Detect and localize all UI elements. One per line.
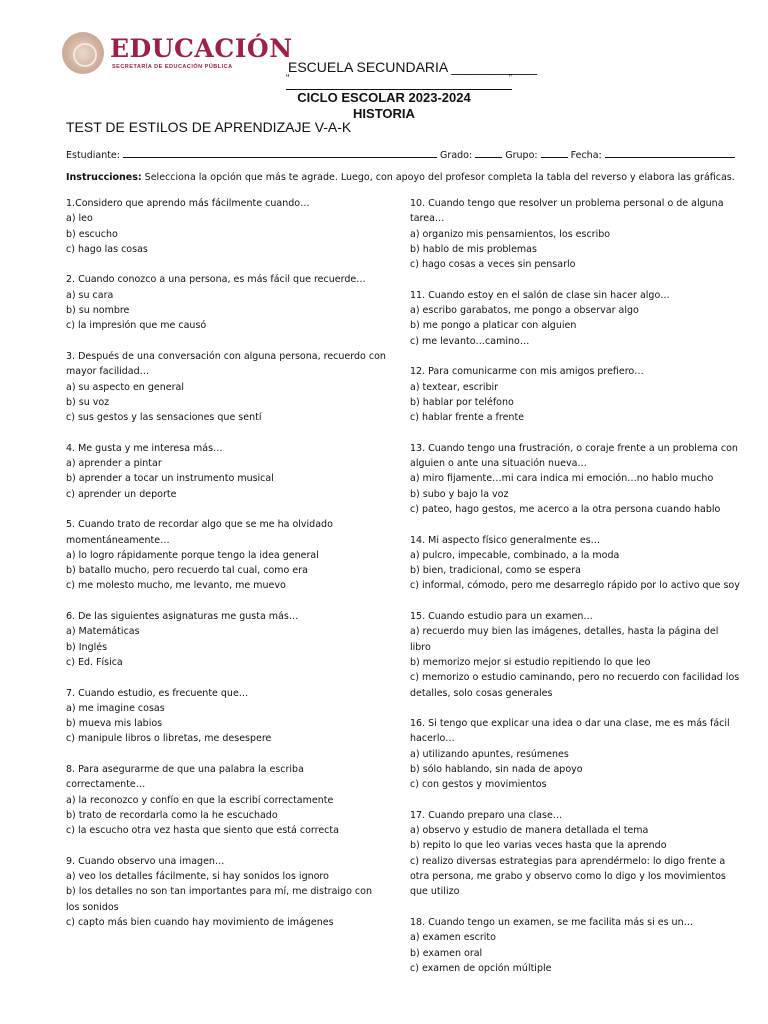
question-text: 1.Considero que aprendo más fácilmente cuando…	[66, 198, 310, 209]
answer-option[interactable]: c) pateo, hago gestos, me acerco a la otra persona cuando hablo	[410, 503, 721, 515]
group-field[interactable]	[541, 148, 568, 158]
answer-option[interactable]: b) me pongo a platicar con alguien	[410, 320, 577, 332]
answer-option[interactable]: c) me molesto mucho, me levanto, me muevo	[66, 580, 286, 592]
group-label: Grupo:	[505, 150, 538, 161]
date-field[interactable]	[605, 148, 735, 158]
question-block	[410, 915, 740, 976]
question-text: 15. Cuando estudio para un examen…	[410, 611, 593, 623]
answer-option[interactable]: b) su voz	[66, 396, 110, 408]
school-cycle: CICLO ESCOLAR 2023-2024	[297, 90, 471, 105]
questions-left-column	[66, 196, 386, 946]
answer-option[interactable]: b) repito lo que leo varias veces hasta que la aprendo	[410, 840, 667, 852]
question-text: 17. Cuando preparo una clase…	[410, 809, 563, 821]
answer-option[interactable]: c) hablar frente a frente	[410, 412, 525, 424]
answer-option[interactable]: c) informal, cómodo, pero me desarreglo rápido por lo activo que soy	[410, 580, 740, 592]
question-block	[410, 364, 740, 425]
answer-option[interactable]: c) la impresión que me causó	[66, 320, 207, 332]
question-block	[66, 686, 386, 747]
answer-option[interactable]: c) memorizo o estudio caminando, pero no recuerdo con facilidad los detalles, solo cosas generales	[410, 672, 740, 699]
question-block	[66, 517, 386, 593]
answer-option[interactable]: b) sólo hablando, sin nada de apoyo	[410, 763, 583, 775]
answer-option[interactable]: b) memorizo mejor si estudio repitiendo lo que leo	[410, 656, 651, 668]
student-name-field[interactable]	[123, 148, 437, 158]
question-block	[66, 272, 386, 333]
answer-option[interactable]: c) la escucho otra vez hasta que siento que está correcta	[66, 825, 339, 837]
answer-option[interactable]: b) los detalles no son tan importantes para mí, me distraigo con los sonidos	[66, 886, 372, 913]
answer-option[interactable]: b) batallo mucho, pero recuerdo tal cual, como era	[66, 565, 308, 577]
question-text: 12. Para comunicarme con mis amigos prefiero…	[410, 366, 644, 378]
answer-option[interactable]: b) hablo de mis problemas	[410, 243, 537, 255]
answer-option[interactable]: a) textear, escribir	[410, 381, 499, 393]
answer-option[interactable]: c) me levanto…camino…	[410, 335, 530, 347]
student-label: Estudiante:	[66, 150, 120, 161]
answer-option[interactable]: a) Matemáticas	[66, 626, 140, 638]
answer-option[interactable]: a) me imagine cosas	[66, 702, 165, 714]
question-text: 16. Si tengo que explicar una idea o dar una clase, me es más fácil hacerlo…	[410, 718, 730, 745]
answer-option[interactable]: c) manipule libros o libretas, me desespere	[66, 733, 272, 745]
school-name: ESCUELA SECUNDARIA ___________	[288, 59, 538, 75]
question-block	[410, 288, 740, 349]
question-text: 6. De las siguientes asignaturas me gusta más…	[66, 611, 299, 623]
question-text: 3. Después de una conversación con alguna persona, recuerdo con mayor facilidad…	[66, 350, 386, 378]
answer-option[interactable]: b) su nombre	[66, 305, 130, 317]
answer-option[interactable]: c) examen de opción múltiple	[410, 962, 552, 974]
answer-option[interactable]: b) subo y bajo la voz	[410, 488, 509, 500]
student-info-line	[66, 148, 746, 161]
question-block	[410, 808, 740, 900]
question-text: 2. Cuando conozco a una persona, es más fácil que recuerde…	[66, 274, 366, 286]
question-block	[66, 854, 386, 930]
answer-option[interactable]: a) la reconozco y confío en que la escribí correctamente	[66, 794, 334, 806]
instructions-text: Selecciona la opción que más te agrade. Luego, con apoyo del profesor completa la tabla del reverso y elabora las gráficas.	[141, 172, 735, 183]
question-block	[66, 762, 386, 838]
school-name-line	[286, 73, 512, 90]
answer-option[interactable]: a) su aspecto en general	[66, 381, 184, 393]
answer-option[interactable]: c) Ed. Física	[66, 656, 123, 668]
instructions-label: Instrucciones:	[66, 172, 142, 183]
question-text: 10. Cuando tengo que resolver un problema personal o de alguna tarea…	[410, 198, 724, 225]
national-seal-icon	[62, 32, 104, 74]
question-block	[66, 609, 386, 670]
question-text: 11. Cuando estoy en el salón de clase sin hacer algo…	[410, 289, 670, 301]
answer-option[interactable]: a) lo logro rápidamente porque tengo la idea general	[66, 549, 319, 561]
question-text: 14. Mi aspecto físico generalmente es…	[410, 534, 601, 546]
question-text: 8. Para asegurarme de que una palabra la escriba correctamente…	[66, 763, 304, 791]
quote-open: “	[286, 73, 290, 84]
answer-option[interactable]: a) pulcro, impecable, combinado, a la moda	[410, 549, 620, 561]
question-text: 9. Cuando observo una imagen…	[66, 855, 225, 867]
answer-option[interactable]: b) escucho	[66, 228, 118, 240]
question-block	[66, 441, 386, 502]
answer-option[interactable]: b) Inglés	[66, 641, 108, 653]
answer-option[interactable]: a) examen escrito	[410, 932, 496, 944]
question-block	[410, 196, 740, 272]
question-text: 13. Cuando tengo una frustración, o coraje frente a un problema con alguien o ante una situación nueva…	[410, 442, 738, 470]
answer-option[interactable]: a) organizo mis pensamientos, los escribo	[410, 228, 611, 240]
answer-option[interactable]: c) sus gestos y las sensaciones que sentí	[66, 412, 262, 424]
question-text: 7. Cuando estudio, es frecuente que…	[66, 687, 249, 699]
question-block	[410, 441, 740, 517]
question-text: 18. Cuando tengo un examen, se me facilita más si es un…	[410, 916, 694, 928]
answer-option[interactable]: a) su cara	[66, 289, 114, 301]
quote-close: ”	[508, 73, 512, 84]
grade-label: Grado:	[440, 150, 473, 161]
question-block	[410, 609, 740, 701]
question-block	[410, 533, 740, 594]
question-text: 5. Cuando trato de recordar algo que se me ha olvidado momentáneamente…	[66, 519, 333, 546]
answer-option[interactable]: a) utilizando apuntes, resúmenes	[410, 748, 569, 760]
answer-option[interactable]: c) hago cosas a veces sin pensarlo	[410, 259, 576, 271]
answer-option[interactable]: c) hago las cosas	[66, 243, 148, 255]
answer-option[interactable]: a) veo los detalles fácilmente, si hay sonidos los ignoro	[66, 871, 329, 883]
question-block	[410, 716, 740, 792]
answer-option[interactable]: a) miro fijamente…mi cara indica mi emoción…no hablo mucho	[410, 473, 714, 485]
answer-option[interactable]: a) recuerdo muy bien las imágenes, detalles, hasta la página del libro	[410, 626, 719, 653]
question-block	[66, 349, 386, 425]
date-label: Fecha:	[570, 150, 602, 161]
answer-option[interactable]: a) aprender a pintar	[66, 458, 162, 470]
questions-right-column	[410, 196, 740, 991]
instructions	[66, 172, 756, 183]
sep-logo	[60, 30, 293, 80]
question-text: 4. Me gusta y me interesa más…	[66, 442, 223, 454]
answer-option[interactable]: b) trato de recordarla como la he escuchado	[66, 809, 278, 821]
logo-title: EDUCACIÓN	[110, 34, 293, 63]
answer-option[interactable]: a) leo	[66, 213, 93, 225]
answer-option[interactable]: b) aprender a tocar un instrumento musical	[66, 473, 274, 485]
answer-option[interactable]: c) con gestos y movimientos	[410, 779, 547, 791]
answer-option[interactable]: a) escribo garabatos, me pongo a observar algo	[410, 305, 639, 317]
answer-option[interactable]: a) observo y estudio de manera detallada el tema	[410, 825, 649, 837]
answer-option[interactable]: c) realizo diversas estrategias para aprendérmelo: lo digo frente a otra persona, me grabo y observo como lo digo y los movimientos que utilizo	[410, 855, 726, 898]
answer-option[interactable]: b) hablar por teléfono	[410, 396, 514, 408]
question-block	[66, 196, 386, 257]
answer-option[interactable]: c) capto más bien cuando hay movimiento de imágenes	[66, 916, 334, 928]
test-title: TEST DE ESTILOS DE APRENDIZAJE V-A-K	[66, 119, 352, 135]
answer-option[interactable]: c) aprender un deporte	[66, 488, 177, 500]
answer-option[interactable]: b) mueva mis labios	[66, 718, 163, 730]
answer-option[interactable]: b) examen oral	[410, 947, 483, 959]
subject-title: HISTORIA	[353, 106, 415, 121]
answer-option[interactable]: b) bien, tradicional, como se espera	[410, 565, 581, 577]
logo-subtitle: SECRETARÍA DE EDUCACIÓN PÚBLICA	[112, 64, 233, 70]
grade-field[interactable]	[475, 148, 502, 158]
